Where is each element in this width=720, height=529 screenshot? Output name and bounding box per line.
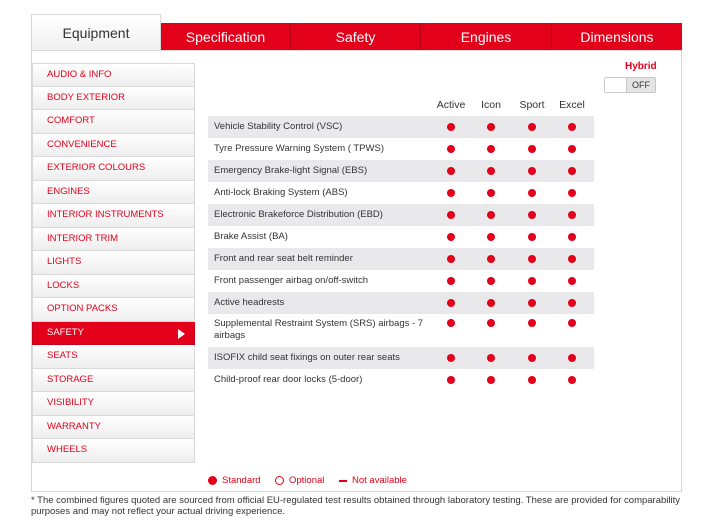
chevron-right-icon bbox=[178, 329, 185, 339]
hybrid-label: Hybrid bbox=[625, 61, 657, 72]
standard-dot-icon bbox=[528, 376, 536, 384]
equipment-panel bbox=[31, 50, 682, 492]
standard-dot-icon bbox=[568, 255, 576, 263]
feature-name: Electronic Brakeforce Distribution (EBD) bbox=[214, 209, 383, 220]
standard-dot-icon bbox=[568, 211, 576, 219]
standard-dot-icon bbox=[487, 189, 495, 197]
standard-dot-icon bbox=[528, 277, 536, 285]
sidebar-item-label: VISIBILITY bbox=[47, 397, 94, 408]
table-row bbox=[208, 116, 594, 138]
table-row bbox=[208, 204, 594, 226]
standard-dot-icon bbox=[528, 189, 536, 197]
sidebar-item-label: WHEELS bbox=[47, 444, 88, 455]
standard-dot-icon bbox=[528, 354, 536, 362]
standard-dot-icon bbox=[487, 167, 495, 175]
sidebar-item-visibility[interactable] bbox=[32, 392, 195, 416]
sidebar-item-seats[interactable] bbox=[32, 345, 195, 369]
standard-dot-icon bbox=[568, 145, 576, 153]
grade-header-active: Active bbox=[436, 99, 466, 111]
standard-dot-icon bbox=[528, 145, 536, 153]
sidebar-item-label: INTERIOR INSTRUMENTS bbox=[47, 209, 164, 220]
sidebar-item-label: INTERIOR TRIM bbox=[47, 232, 119, 244]
standard-dot-icon bbox=[568, 233, 576, 241]
standard-dot-icon bbox=[487, 145, 495, 153]
standard-dot-icon bbox=[568, 354, 576, 362]
standard-dot-icon bbox=[487, 211, 495, 219]
feature-name: Front passenger airbag on/off-switch bbox=[214, 275, 369, 286]
grade-header-excel: Excel bbox=[559, 99, 585, 111]
feature-name: Emergency Brake-light Signal (EBS) bbox=[214, 165, 368, 176]
sidebar-item-locks[interactable] bbox=[32, 275, 195, 299]
sidebar-item-interior-instruments[interactable] bbox=[32, 204, 195, 228]
sidebar-item-label: EXTERIOR COLOURS bbox=[47, 162, 146, 173]
sidebar-item-label: WARRANTY bbox=[47, 420, 102, 432]
standard-dot-icon bbox=[487, 123, 495, 131]
standard-dot-icon bbox=[487, 233, 495, 241]
sidebar-item-comfort[interactable] bbox=[32, 110, 195, 134]
standard-dot-icon bbox=[447, 354, 455, 362]
standard-dot-icon bbox=[447, 189, 455, 197]
standard-dot-icon bbox=[528, 255, 536, 263]
sidebar-item-label: CONVENIENCE bbox=[47, 138, 117, 150]
optional-ring-icon bbox=[275, 476, 284, 485]
standard-dot-icon bbox=[447, 167, 455, 175]
sidebar-item-label: LIGHTS bbox=[47, 256, 82, 267]
sidebar-item-audio-info[interactable] bbox=[32, 63, 195, 87]
legend-standard-label: Standard bbox=[222, 475, 261, 486]
standard-dot-icon bbox=[487, 354, 495, 362]
legend-optional bbox=[275, 475, 324, 486]
standard-dot-icon bbox=[568, 299, 576, 307]
standard-dot-icon bbox=[447, 123, 455, 131]
not-available-dash-icon bbox=[339, 480, 347, 482]
standard-dot-icon bbox=[487, 299, 495, 307]
legend-optional-label: Optional bbox=[289, 475, 325, 486]
category-sidebar bbox=[32, 63, 195, 463]
table-row bbox=[208, 160, 594, 182]
legend-standard bbox=[208, 475, 261, 486]
sidebar-item-label: ENGINES bbox=[47, 185, 90, 197]
standard-dot-icon bbox=[447, 277, 455, 285]
sidebar-item-label: BODY EXTERIOR bbox=[47, 91, 125, 103]
feature-name: Supplemental Restraint System (SRS) airbags - 7 airbags bbox=[214, 318, 424, 341]
standard-dot-icon bbox=[487, 255, 495, 263]
tab-safety[interactable]: Safety bbox=[291, 23, 421, 50]
table-row bbox=[208, 182, 594, 204]
feature-name: Tyre Pressure Warning System ( TPWS) bbox=[214, 143, 384, 154]
standard-dot-icon bbox=[568, 167, 576, 175]
sidebar-item-label: COMFORT bbox=[47, 115, 95, 126]
standard-dot-icon bbox=[208, 476, 217, 485]
standard-dot-icon bbox=[568, 319, 576, 327]
standard-dot-icon bbox=[568, 189, 576, 197]
standard-dot-icon bbox=[528, 123, 536, 131]
standard-dot-icon bbox=[447, 211, 455, 219]
tab-specification[interactable]: Specification bbox=[161, 23, 291, 50]
legend-not-available-label: Not available bbox=[352, 475, 407, 486]
table-row bbox=[208, 369, 594, 391]
table-row bbox=[208, 292, 594, 314]
grade-header-sport: Sport bbox=[519, 99, 545, 111]
hybrid-toggle[interactable] bbox=[604, 77, 656, 93]
toggle-knob bbox=[605, 78, 627, 92]
standard-dot-icon bbox=[568, 123, 576, 131]
legend-not-available bbox=[339, 475, 407, 486]
sidebar-item-label: SEATS bbox=[47, 350, 78, 361]
standard-dot-icon bbox=[447, 145, 455, 153]
table-row bbox=[208, 347, 594, 369]
feature-name: Vehicle Stability Control (VSC) bbox=[214, 121, 343, 132]
tab-dimensions[interactable]: Dimensions bbox=[552, 23, 682, 50]
standard-dot-icon bbox=[528, 299, 536, 307]
standard-dot-icon bbox=[528, 233, 536, 241]
sidebar-item-body-exterior[interactable] bbox=[32, 87, 195, 111]
standard-dot-icon bbox=[487, 376, 495, 384]
grade-header-icon: Icon bbox=[481, 99, 501, 111]
feature-name: Anti-lock Braking System (ABS) bbox=[214, 187, 348, 198]
standard-dot-icon bbox=[447, 319, 455, 327]
standard-dot-icon bbox=[487, 319, 495, 327]
sidebar-item-convenience[interactable] bbox=[32, 134, 195, 158]
sidebar-item-label: STORAGE bbox=[47, 373, 94, 385]
table-row bbox=[208, 314, 594, 347]
sidebar-item-safety[interactable] bbox=[32, 322, 195, 346]
sidebar-item-label: OPTION PACKS bbox=[47, 303, 118, 314]
sidebar-item-label: SAFETY bbox=[47, 326, 84, 338]
footnote: * The combined figures quoted are sourced from official EU-regulated test results obtained through laboratory testing. These are provided for comparability purposes and may not reflect your actual driving experience. bbox=[31, 495, 680, 517]
feature-name: Front and rear seat belt reminder bbox=[214, 253, 353, 264]
tab-engines[interactable]: Engines bbox=[421, 23, 552, 50]
standard-dot-icon bbox=[528, 211, 536, 219]
standard-dot-icon bbox=[568, 277, 576, 285]
standard-dot-icon bbox=[568, 376, 576, 384]
sidebar-item-engines[interactable] bbox=[32, 181, 195, 205]
sidebar-item-warranty[interactable] bbox=[32, 416, 195, 440]
sidebar-item-label: AUDIO & INFO bbox=[47, 69, 112, 80]
standard-dot-icon bbox=[447, 255, 455, 263]
standard-dot-icon bbox=[487, 277, 495, 285]
standard-dot-icon bbox=[528, 167, 536, 175]
sidebar-item-storage[interactable] bbox=[32, 369, 195, 393]
toggle-state: OFF bbox=[626, 78, 655, 92]
tab-equipment[interactable]: Equipment bbox=[31, 14, 161, 50]
sidebar-item-option-packs[interactable] bbox=[32, 298, 195, 322]
standard-dot-icon bbox=[528, 319, 536, 327]
feature-name: Brake Assist (BA) bbox=[214, 231, 288, 242]
sidebar-item-wheels[interactable] bbox=[32, 439, 195, 463]
table-row bbox=[208, 248, 594, 270]
sidebar-item-exterior-colours[interactable] bbox=[32, 157, 195, 181]
table-row bbox=[208, 226, 594, 248]
standard-dot-icon bbox=[447, 233, 455, 241]
table-row bbox=[208, 270, 594, 292]
sidebar-item-interior-trim[interactable] bbox=[32, 228, 195, 252]
feature-name: ISOFIX child seat fixings on outer rear seats bbox=[214, 352, 400, 363]
feature-name: Active headrests bbox=[214, 297, 285, 308]
table-row bbox=[208, 138, 594, 160]
standard-dot-icon bbox=[447, 299, 455, 307]
standard-dot-icon bbox=[447, 376, 455, 384]
tab-bar bbox=[31, 14, 682, 50]
sidebar-item-lights[interactable] bbox=[32, 251, 195, 275]
sidebar-item-label: LOCKS bbox=[47, 279, 80, 291]
feature-name: Child-proof rear door locks (5-door) bbox=[214, 374, 363, 385]
